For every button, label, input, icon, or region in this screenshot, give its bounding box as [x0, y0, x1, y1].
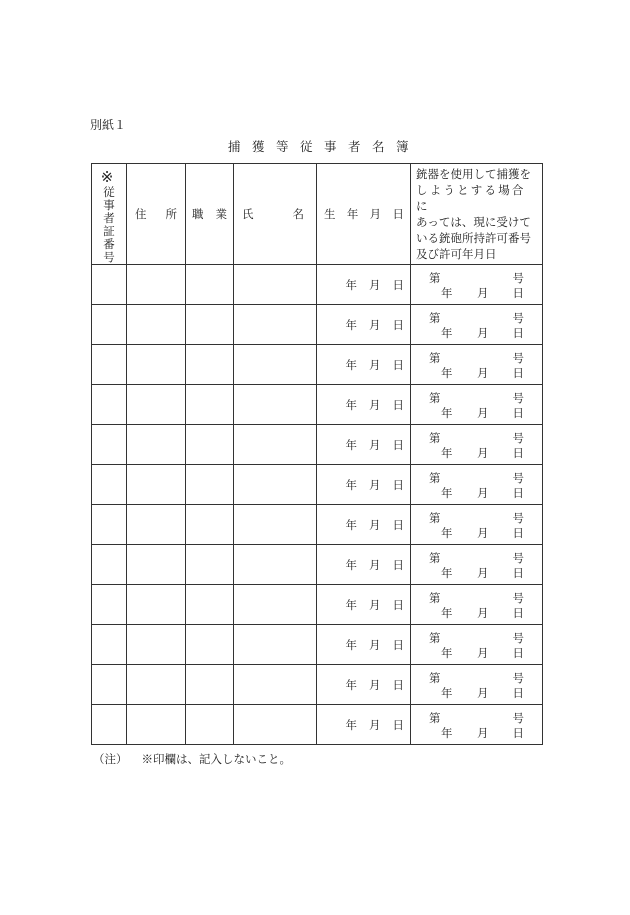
- day-label: 日: [512, 486, 524, 500]
- name-cell[interactable]: [234, 305, 317, 345]
- month-label: 月: [477, 646, 489, 660]
- occupation-label-a: 職: [192, 207, 204, 221]
- month-label: 月: [369, 517, 381, 532]
- month-label: 月: [369, 717, 381, 732]
- license-cell[interactable]: [411, 345, 543, 385]
- license-cell[interactable]: [411, 705, 543, 745]
- day-label: 日: [392, 557, 404, 572]
- name-cell[interactable]: [234, 585, 317, 625]
- month-label: 月: [369, 277, 381, 292]
- birthdate-cell[interactable]: [317, 265, 411, 305]
- go-label: 号: [512, 311, 524, 325]
- dai-label: 第: [429, 271, 441, 285]
- year-label: 年: [441, 326, 453, 340]
- day-label: 日: [392, 637, 404, 652]
- title-char: 事: [324, 139, 337, 154]
- year-label: 年: [441, 526, 453, 540]
- id-number-cell[interactable]: [92, 505, 127, 545]
- attachment-label: 別紙１: [90, 118, 127, 132]
- license-header-line: 及び許可年月日: [416, 247, 497, 261]
- birthdate-cell[interactable]: [317, 425, 411, 465]
- table-row: [92, 305, 543, 345]
- year-label: 年: [441, 286, 453, 300]
- address-cell[interactable]: [127, 265, 186, 305]
- id-char: 号: [103, 250, 115, 264]
- title-char: 者: [348, 139, 361, 154]
- title-char: 簿: [396, 139, 409, 154]
- day-label: 日: [512, 606, 524, 620]
- occupation-label-b: 業: [215, 207, 227, 221]
- year-label: 年: [441, 606, 453, 620]
- month-label: 月: [369, 317, 381, 332]
- name-cell[interactable]: [234, 705, 317, 745]
- birthdate-cell[interactable]: [317, 345, 411, 385]
- id-number-cell[interactable]: [92, 585, 127, 625]
- go-label: 号: [512, 711, 524, 725]
- go-label: 号: [512, 551, 524, 565]
- day-label: 日: [392, 317, 404, 332]
- id-number-cell[interactable]: [92, 385, 127, 425]
- year-label: 年: [345, 597, 357, 612]
- occupation-cell[interactable]: [186, 425, 234, 465]
- occupation-cell[interactable]: [186, 505, 234, 545]
- birth-label: 月: [369, 207, 382, 221]
- year-label: 年: [345, 477, 357, 492]
- occupation-cell[interactable]: [186, 625, 234, 665]
- go-label: 号: [512, 271, 524, 285]
- month-label: 月: [477, 446, 489, 460]
- header-occupation: [186, 164, 234, 265]
- name-cell[interactable]: [234, 425, 317, 465]
- day-label: 日: [392, 477, 404, 492]
- occupation-cell[interactable]: [186, 545, 234, 585]
- month-label: 月: [477, 406, 489, 420]
- license-cell[interactable]: [411, 385, 543, 425]
- id-number-cell[interactable]: [92, 265, 127, 305]
- dai-label: 第: [429, 511, 441, 525]
- dai-label: 第: [429, 671, 441, 685]
- day-label: 日: [512, 446, 524, 460]
- year-label: 年: [441, 366, 453, 380]
- table-row: [92, 665, 543, 705]
- month-label: 月: [369, 357, 381, 372]
- birthdate-cell[interactable]: [317, 305, 411, 345]
- month-label: 月: [369, 437, 381, 452]
- license-cell[interactable]: [411, 665, 543, 705]
- address-cell[interactable]: [127, 665, 186, 705]
- table-row: [92, 585, 543, 625]
- year-label: 年: [441, 726, 453, 740]
- id-number-cell[interactable]: [92, 625, 127, 665]
- year-label: 年: [345, 357, 357, 372]
- address-cell[interactable]: [127, 425, 186, 465]
- name-cell[interactable]: [234, 505, 317, 545]
- go-label: 号: [512, 471, 524, 485]
- address-cell[interactable]: [127, 625, 186, 665]
- id-char: 者: [103, 211, 115, 225]
- license-cell[interactable]: [411, 545, 543, 585]
- birthdate-cell[interactable]: [317, 465, 411, 505]
- dai-label: 第: [429, 631, 441, 645]
- day-label: 日: [392, 517, 404, 532]
- document-title: [228, 137, 420, 155]
- day-label: 日: [392, 677, 404, 692]
- header-row: [92, 164, 543, 265]
- id-number-cell[interactable]: [92, 345, 127, 385]
- year-label: 年: [345, 437, 357, 452]
- go-label: 号: [512, 391, 524, 405]
- id-number-cell[interactable]: [92, 425, 127, 465]
- table-row: [92, 505, 543, 545]
- header-license: [411, 164, 543, 265]
- month-label: 月: [369, 397, 381, 412]
- go-label: 号: [512, 431, 524, 445]
- id-number-cell[interactable]: [92, 545, 127, 585]
- name-cell[interactable]: [234, 265, 317, 305]
- id-number-cell[interactable]: [92, 665, 127, 705]
- month-label: 月: [477, 566, 489, 580]
- header-name: [234, 164, 317, 265]
- address-cell[interactable]: [127, 305, 186, 345]
- address-cell[interactable]: [127, 585, 186, 625]
- month-label: 月: [369, 557, 381, 572]
- day-label: 日: [512, 526, 524, 540]
- month-label: 月: [477, 526, 489, 540]
- day-label: 日: [512, 726, 524, 740]
- year-label: 年: [345, 277, 357, 292]
- month-label: 月: [477, 606, 489, 620]
- license-header-line: あっては、現に受けて: [416, 215, 531, 229]
- birthdate-cell[interactable]: [317, 505, 411, 545]
- day-label: 日: [512, 686, 524, 700]
- dai-label: 第: [429, 351, 441, 365]
- title-char: 名: [372, 139, 385, 154]
- address-cell[interactable]: [127, 465, 186, 505]
- year-label: 年: [441, 646, 453, 660]
- license-cell[interactable]: [411, 585, 543, 625]
- title-char: 獲: [252, 139, 265, 154]
- name-label-b: 名: [292, 207, 304, 221]
- id-char: 証: [103, 224, 115, 238]
- address-label-a: 住: [135, 207, 147, 221]
- day-label: 日: [392, 277, 404, 292]
- month-label: 月: [477, 686, 489, 700]
- occupation-cell[interactable]: [186, 585, 234, 625]
- name-cell[interactable]: [234, 625, 317, 665]
- year-label: 年: [441, 406, 453, 420]
- id-vertical-label: [92, 186, 126, 264]
- license-cell[interactable]: [411, 305, 543, 345]
- day-label: 日: [512, 366, 524, 380]
- occupation-cell[interactable]: [186, 665, 234, 705]
- license-header-line: いる銃砲所持許可番号: [416, 231, 531, 245]
- birth-label: 生: [324, 207, 336, 221]
- address-cell[interactable]: [127, 385, 186, 425]
- title-char: 従: [300, 139, 313, 154]
- year-label: 年: [345, 557, 357, 572]
- title-char: 捕: [228, 139, 241, 154]
- go-label: 号: [512, 591, 524, 605]
- table-row: [92, 705, 543, 745]
- name-cell[interactable]: [234, 345, 317, 385]
- occupation-cell[interactable]: [186, 345, 234, 385]
- address-cell[interactable]: [127, 545, 186, 585]
- title-char: 等: [276, 139, 289, 154]
- day-label: 日: [512, 646, 524, 660]
- dai-label: 第: [429, 391, 441, 405]
- year-label: 年: [345, 517, 357, 532]
- birthdate-cell[interactable]: [317, 385, 411, 425]
- month-label: 月: [477, 726, 489, 740]
- license-cell[interactable]: [411, 265, 543, 305]
- day-label: 日: [392, 357, 404, 372]
- note-text: ※印欄は、記入しないこと。: [141, 752, 291, 766]
- dai-label: 第: [429, 471, 441, 485]
- year-label: 年: [441, 566, 453, 580]
- year-label: 年: [441, 686, 453, 700]
- register-table: [91, 163, 543, 745]
- occupation-cell[interactable]: [186, 265, 234, 305]
- id-number-cell[interactable]: [92, 305, 127, 345]
- occupation-cell[interactable]: [186, 305, 234, 345]
- year-label: 年: [345, 317, 357, 332]
- id-number-cell[interactable]: [92, 465, 127, 505]
- address-label-b: 所: [165, 207, 177, 221]
- birth-label: 年: [346, 207, 359, 221]
- month-label: 月: [369, 477, 381, 492]
- table-row: [92, 465, 543, 505]
- day-label: 日: [512, 566, 524, 580]
- occupation-cell[interactable]: [186, 465, 234, 505]
- name-cell[interactable]: [234, 665, 317, 705]
- go-label: 号: [512, 631, 524, 645]
- dai-label: 第: [429, 311, 441, 325]
- day-label: 日: [512, 286, 524, 300]
- day-label: 日: [392, 717, 404, 732]
- license-cell[interactable]: [411, 425, 543, 465]
- month-label: 月: [477, 286, 489, 300]
- day-label: 日: [392, 397, 404, 412]
- birthdate-cell[interactable]: [317, 625, 411, 665]
- license-cell[interactable]: [411, 505, 543, 545]
- month-label: 月: [369, 677, 381, 692]
- birthdate-cell[interactable]: [317, 665, 411, 705]
- address-cell[interactable]: [127, 705, 186, 745]
- table-row: [92, 545, 543, 585]
- id-number-cell[interactable]: [92, 705, 127, 745]
- id-char: 番: [103, 237, 115, 251]
- header-birthdate: [317, 164, 411, 265]
- year-label: 年: [345, 637, 357, 652]
- year-label: 年: [345, 677, 357, 692]
- birthdate-cell[interactable]: [317, 585, 411, 625]
- dai-label: 第: [429, 431, 441, 445]
- go-label: 号: [512, 671, 524, 685]
- license-cell[interactable]: [411, 625, 543, 665]
- table-row: [92, 265, 543, 305]
- header-address: [127, 164, 186, 265]
- month-label: 月: [369, 597, 381, 612]
- birthdate-cell[interactable]: [317, 545, 411, 585]
- year-label: 年: [441, 446, 453, 460]
- day-label: 日: [392, 437, 404, 452]
- license-header-line: 銃器を使用して捕獲を: [416, 167, 531, 181]
- dai-label: 第: [429, 711, 441, 725]
- year-label: 年: [345, 717, 357, 732]
- day-label: 日: [392, 597, 404, 612]
- name-label-a: 氏: [242, 207, 254, 221]
- birth-label: 日: [392, 207, 404, 221]
- month-label: 月: [477, 486, 489, 500]
- month-label: 月: [369, 637, 381, 652]
- occupation-cell[interactable]: [186, 705, 234, 745]
- name-cell[interactable]: [234, 385, 317, 425]
- name-cell[interactable]: [234, 465, 317, 505]
- year-label: 年: [441, 486, 453, 500]
- month-label: 月: [477, 326, 489, 340]
- id-char: 従: [103, 185, 115, 199]
- name-cell[interactable]: [234, 545, 317, 585]
- birthdate-cell[interactable]: [317, 705, 411, 745]
- license-header-line: しようとする場合に: [416, 183, 526, 213]
- occupation-cell[interactable]: [186, 385, 234, 425]
- id-char: 事: [103, 198, 115, 212]
- dai-label: 第: [429, 591, 441, 605]
- day-label: 日: [512, 326, 524, 340]
- asterisk-mark: ※: [100, 168, 114, 186]
- header-id-number: [92, 164, 127, 265]
- table-row: [92, 385, 543, 425]
- dai-label: 第: [429, 551, 441, 565]
- address-cell[interactable]: [127, 345, 186, 385]
- table-row: [92, 345, 543, 385]
- go-label: 号: [512, 511, 524, 525]
- footnote: [93, 751, 291, 767]
- license-cell[interactable]: [411, 465, 543, 505]
- month-label: 月: [477, 366, 489, 380]
- go-label: 号: [512, 351, 524, 365]
- year-label: 年: [345, 397, 357, 412]
- day-label: 日: [512, 406, 524, 420]
- address-cell[interactable]: [127, 505, 186, 545]
- table-row: [92, 425, 543, 465]
- note-label: （注）: [93, 752, 128, 766]
- table-row: [92, 625, 543, 665]
